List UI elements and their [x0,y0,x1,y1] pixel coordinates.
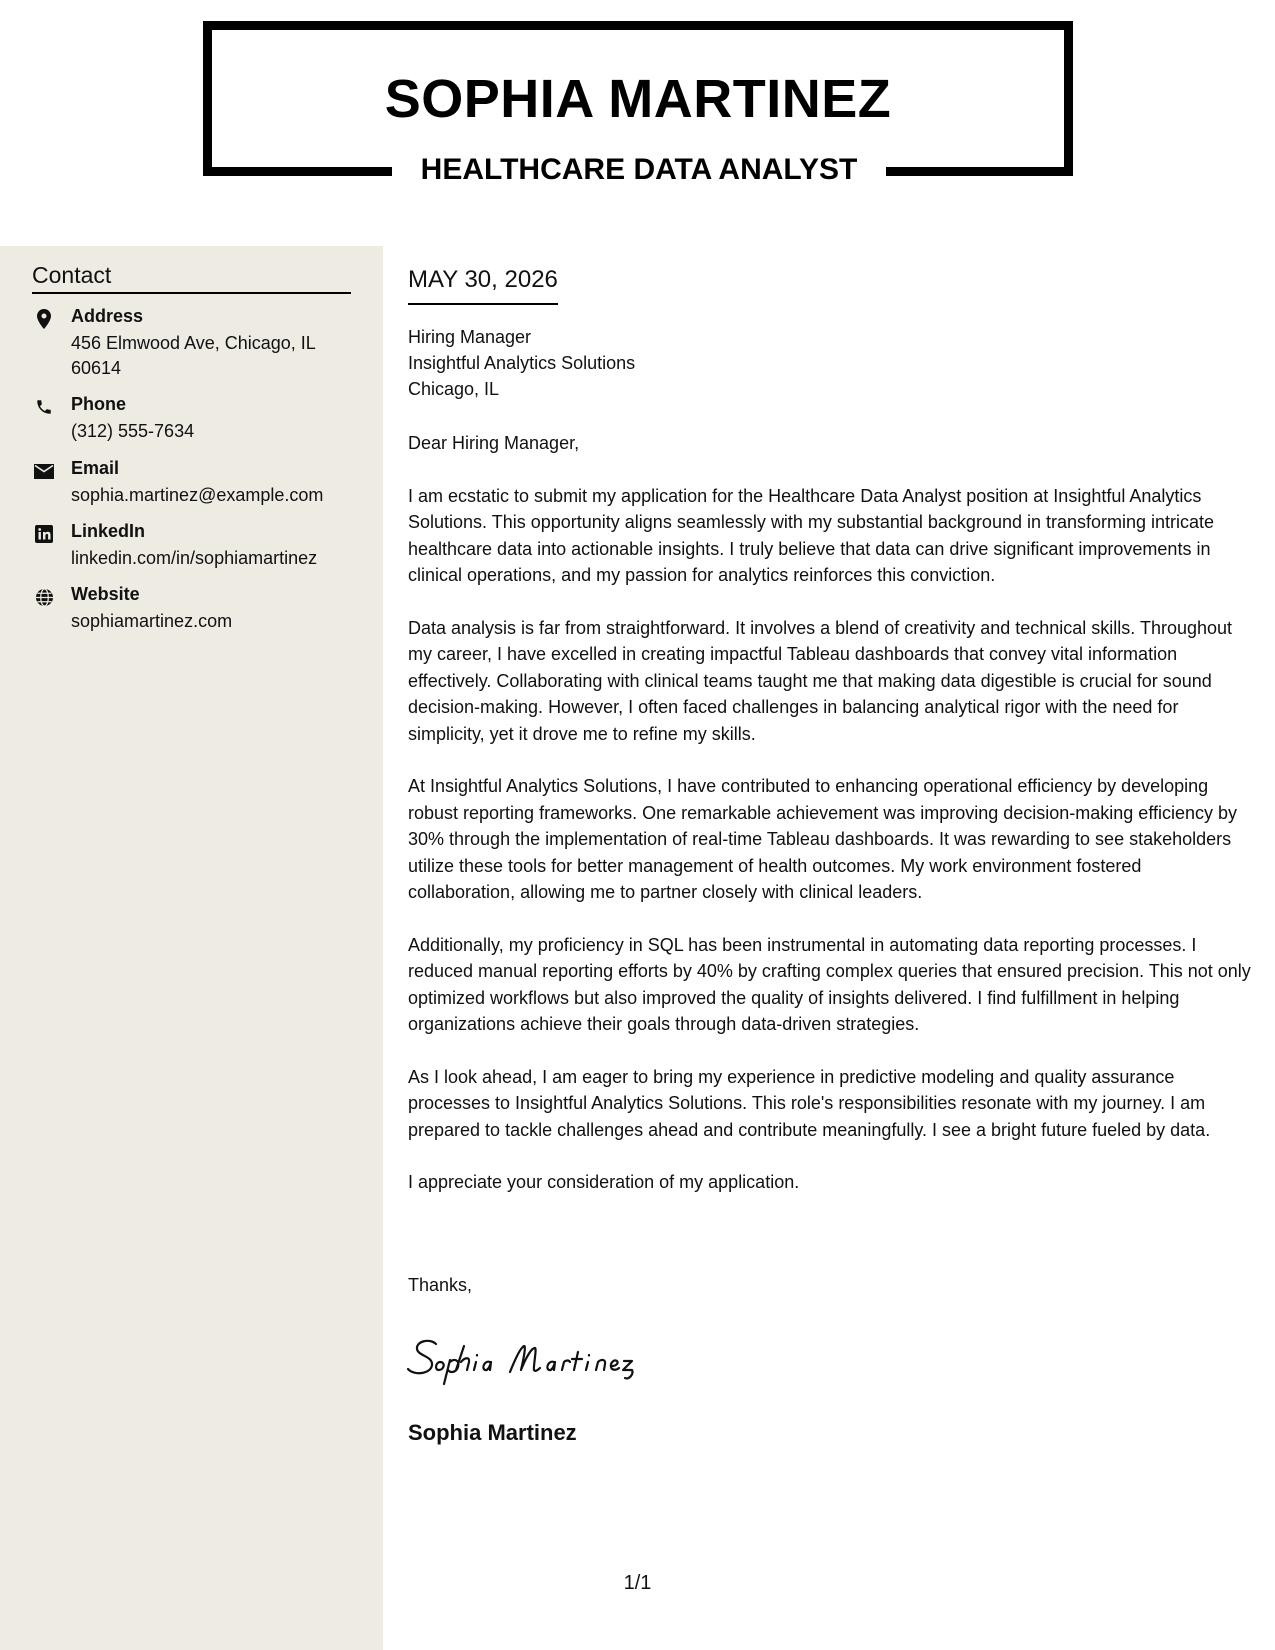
envelope-icon [32,460,56,482]
body-paragraph: Additionally, my proficiency in SQL has been instrumental in automating data reporting processes. I reduced manual reporting efforts by 40% by crafting complex queries that ensured precision. This not only optimized workflows but also improved the quality of insights delivered. I find fulfillment in helping organizations achieve their goals through data-driven strategies. [408,934,1251,1034]
recipient-line: Chicago, IL [408,379,500,399]
page-number: 1/1 [623,1572,652,1594]
recipient-block [408,324,635,402]
recipient-line: Insightful Analytics Solutions [408,353,636,373]
linkedin-icon [32,523,56,545]
contact-value: sophiamartinez.com [71,611,233,631]
contact-sidebar [0,246,383,1650]
contact-label: LinkedIn [71,521,146,541]
closing: Thanks, [408,1275,473,1295]
phone-icon [32,396,56,418]
body-paragraph: At Insightful Analytics Solutions, I have contributed to enhancing operational efficiency by developing robust reporting frameworks. One remarkable achievement was improving decision-making efficiency by 30% through the implementation of real-time Tableau dashboards. It was rewarding to see stakeholders utilize these tools for better management of health outcomes. My work environment fostered collaboration, allowing me to partner closely with clinical leaders. [408,776,1238,902]
signer-name: Sophia Martinez [408,1420,577,1445]
job-title: HEALTHCARE DATA ANALYST [420,153,858,186]
body-paragraph: I appreciate your consideration of my application. [408,1172,800,1192]
contact-label: Website [71,584,140,604]
applicant-name: SOPHIA MARTINEZ [384,69,892,129]
map-pin-icon [32,308,56,330]
contact-label: Phone [71,394,127,414]
contact-label: Email [71,458,120,478]
salutation: Dear Hiring Manager, [408,433,580,453]
body-paragraph: As I look ahead, I am eager to bring my experience in predictive modeling and quality assurance processes to Insightful Analytics Solutions. This role's responsibilities resonate with my journey. I am prepared to tackle challenges ahead and contribute meaningfully. I see a bright future fueled by data. [408,1066,1211,1140]
contact-label: Address [71,306,144,326]
letter-date: MAY 30, 2026 [408,266,558,305]
handwritten-signature [406,1328,676,1393]
globe-icon [32,586,56,608]
body-paragraph: I am ecstatic to submit my application for the Healthcare Data Analyst position at Insightful Analytics Solutions. This opportunity aligns seamlessly with my substantial background in transforming intricate healthcare data into actionable insights. I truly believe that data can drive significant improvements in clinical operations, and my passion for analytics reinforces this conviction. [408,485,1215,585]
contact-value: linkedin.com/in/sophiamartinez [71,548,318,568]
body-paragraph: Data analysis is far from straightforward. It involves a blend of creativity and technical skills. Throughout my career, I have excelled in creating impactful Tableau dashboards that convey vital information effectively. Collaborating with clinical teams taught me that making data digestible is crucial for sound decision-making. However, I often faced challenges in balancing analytical rigor with the need for simplicity, yet it drove me to refine my skills. [408,617,1233,744]
contact-value: (312) 555-7634 [71,421,195,441]
contact-heading: Contact [32,262,351,294]
recipient-line: Hiring Manager [408,327,532,347]
contact-value: 456 Elmwood Ave, Chicago, IL 60614 [71,333,316,378]
letter-body [408,430,1253,1222]
contact-value: sophia.martinez@example.com [71,485,324,505]
